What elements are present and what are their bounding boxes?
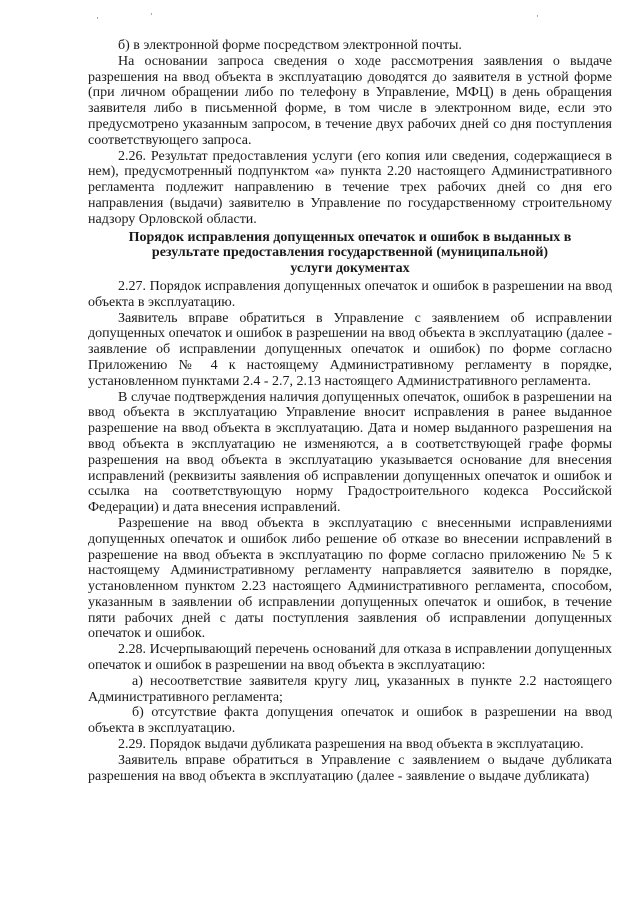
paragraph-request-info: На основании запроса сведения о ходе рассмотрения заявления о выдаче разрешения на ввод объекта в эксплуатацию доводятся до заявителя в устной форме (при личном обращении либо по телефону в Управление, МФЦ) в день обращения заявителя либо в письменной форме, в том числе в электронном виде, если это предусмотрено указанным запросом, в течение двух рабочих дней со дня поступления соответствующего запроса.	[88, 53, 612, 148]
section-heading-line: результате предоставления государственной (муниципальной)	[151, 245, 549, 261]
paragraph-2-28: 2.28. Исчерпывающий перечень оснований для отказа в исправлении допущенных опечаток и ошибок в разрешении на ввод объекта в эксплуатацию:	[88, 642, 612, 674]
list-item-a: а) несоответствие заявителя кругу лиц, указанных в пункте 2.2 настоящего Административного регламента;	[88, 673, 612, 705]
scan-speck: ·	[536, 12, 539, 22]
paragraph-duplicate-application: Заявитель вправе обратиться в Управление с заявлением о выдаче дубликата разрешения на ввод объекта в эксплуатацию (далее - заявление о выдаче дубликата)	[88, 752, 612, 784]
paragraph-2-26: 2.26. Результат предоставления услуги (его копия или сведения, содержащиеся в нем), предусмотренный подпунктом «а» пункта 2.20 настоящего Административного регламента подлежит направлению в течение трех рабочих дней со дня его направления (выдачи) заявителю в Управление по государственному строительному надзору Орловской области.	[88, 148, 612, 227]
paragraph-2-29: 2.29. Порядок выдачи дубликата разрешения на ввод объекта в эксплуатацию.	[118, 737, 584, 753]
scan-speck: ·	[96, 14, 99, 24]
section-heading	[88, 230, 612, 277]
section-heading-line: Порядок исправления допущенных опечаток и ошибок в выданных в	[128, 229, 572, 245]
paragraph-email-option: б) в электронной форме посредством электронной почты.	[118, 38, 462, 53]
paragraph-confirmation: В случае подтверждения наличия допущенных опечаток, ошибок в разрешении на ввод объекта в эксплуатацию Управление вносит исправления в ранее выданное разрешение на ввод объекта в эксплуатацию. Дата и номер выданного разрешения на ввод объекта в эксплуатацию не изменяются, а в соответствующей графе формы разрешения на ввод объекта в эксплуатацию указывается основание для внесения исправлений (реквизиты заявления об исправлении допущенных опечаток и ошибок и ссылка на соответствующую норму Градостроительного кодекса Российской Федерации) и дата внесения исправлений.	[88, 389, 612, 516]
section-heading-line: услуги документах	[290, 261, 410, 277]
scan-speck: ·	[150, 10, 153, 20]
paragraph-correction-application: Заявитель вправе обратиться в Управление с заявлением об исправлении допущенных опечаток и ошибок в разрешении на ввод объекта в эксплуатацию (далее - заявление об исправлении допущенных опечаток и ошибок) по форме согласно Приложению № 4 к настоящему Административному регламенту в порядке, установленном пунктами 2.4 - 2.7, 2.13 настоящего Административного регламента.	[88, 310, 612, 389]
list-item-b: б) отсутствие факта допущения опечаток и ошибок в разрешении на ввод объекта в эксплуатацию.	[88, 705, 612, 737]
paragraph-corrected-permit: Разрешение на ввод объекта в эксплуатацию с внесенными исправлениями допущенных опечаток и ошибок либо решение об отказе во внесении исправлений в разрешение на ввод объекта в эксплуатацию по форме согласно приложению № 5 к настоящему Административному регламенту направляется заявителю в порядке, установленном пунктом 2.23 настоящего Административного регламента, способом, указанным в заявлении об исправлении допущенных опечаток и ошибок, в течение пяти рабочих дней с даты поступления заявления об исправлении допущенных опечаток и ошибок.	[88, 515, 612, 642]
paragraph-2-27: 2.27. Порядок исправления допущенных опечаток и ошибок в разрешении на ввод объекта в эксплуатацию.	[88, 278, 612, 310]
